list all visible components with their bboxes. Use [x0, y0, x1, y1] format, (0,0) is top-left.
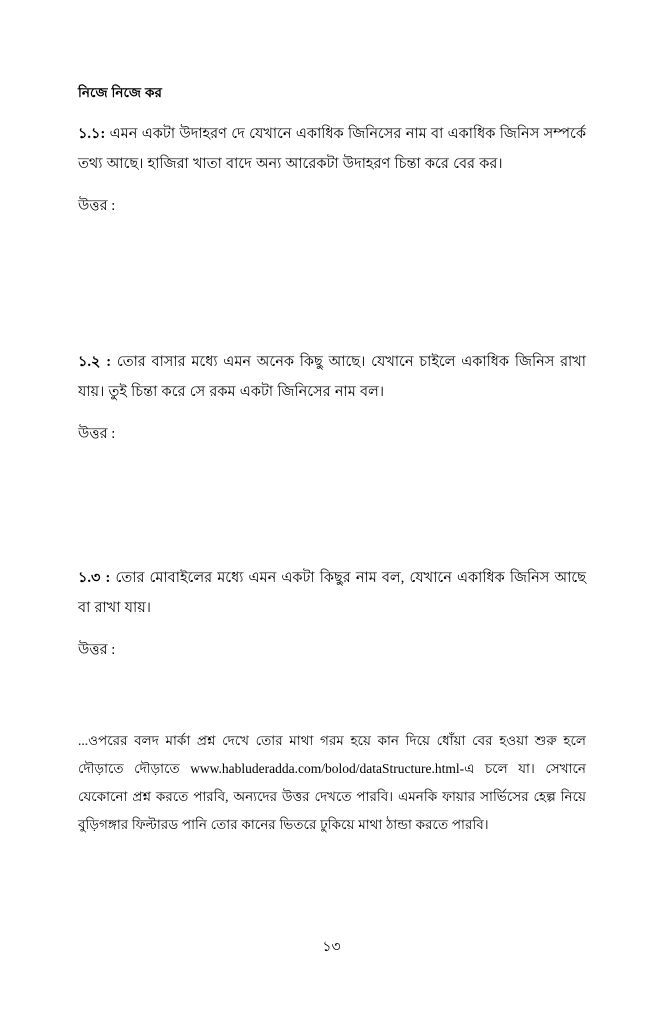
- page-title: নিজে নিজে কর: [78, 85, 163, 100]
- exercise-item-2: [78, 347, 586, 549]
- exercise-item-3: [78, 563, 586, 727]
- answer-label-2: উত্তর :: [78, 425, 116, 442]
- spacer-after-exercise-2: [78, 549, 586, 563]
- question-text-2: [78, 347, 586, 407]
- exercise-item-1: [78, 119, 586, 331]
- page-content: [78, 84, 586, 839]
- footnote-paragraph: [78, 727, 586, 839]
- answer-label-3: উত্তর :: [78, 641, 116, 658]
- answer-blank-space-3[interactable]: [78, 665, 586, 727]
- answer-label-1: উত্তর :: [78, 197, 116, 214]
- question-number-2: ১.২ :: [78, 353, 112, 370]
- footnote-text-before-url: ...ওপরের বলদ মার্কা প্রশ্ন দেখে তোর মাথা গরম হয়ে কান দিয়ে ধোঁয়া বের হওয়া শুরু হলে দৌড়াতে দৌড়াতে: [78, 732, 586, 776]
- spacer-after-exercise-1: [78, 331, 586, 347]
- page-number: ১৩: [322, 940, 341, 955]
- question-body-1: এমন একটা উদাহরণ দে যেখানে একাধিক জিনিসের নাম বা একাধিক জিনিস সম্পর্কে তথ্য আছে। হাজিরা খাতা বাদে অন্য আরেকটা উদাহরণ চিন্তা করে বের কর।: [78, 125, 587, 172]
- question-number-3: ১.৩ :: [78, 569, 111, 586]
- footnote-text-after-url: -এ চলে যা। সেখানে যেকোনো প্রশ্ন করতে পারবি, অন্যদের উত্তর দেখতে পারবি। এমনকি ফায়ার সার্ভিসের হেল্প নিয়ে বুড়িগঙ্গার ফিল্টারড পানি তোর কানের ভিতরে ঢুকিয়ে মাথা ঠান্ডা করতে পারবি।: [78, 760, 586, 832]
- question-body-2: তোর বাসার মধ্যে এমন অনেক কিছু আছে। যেখানে চাইলে একাধিক জিনিস রাখা যায়। তুই চিন্তা করে সে রকম একটা জিনিসের নাম বল।: [78, 353, 586, 400]
- question-body-3: তোর মোবাইলের মধ্যে এমন একটা কিছুর নাম বল, যেখানে একাধিক জিনিস আছে বা রাখা যায়।: [78, 569, 587, 616]
- answer-blank-space-1[interactable]: [78, 221, 586, 331]
- footnote-url-link[interactable]: www.habluderadda.com/bolod/dataStructure.html: [190, 760, 460, 776]
- question-number-1: ১.১:: [78, 125, 106, 142]
- answer-blank-space-2[interactable]: [78, 449, 586, 549]
- question-text-1: [78, 119, 586, 179]
- question-text-3: [78, 563, 586, 623]
